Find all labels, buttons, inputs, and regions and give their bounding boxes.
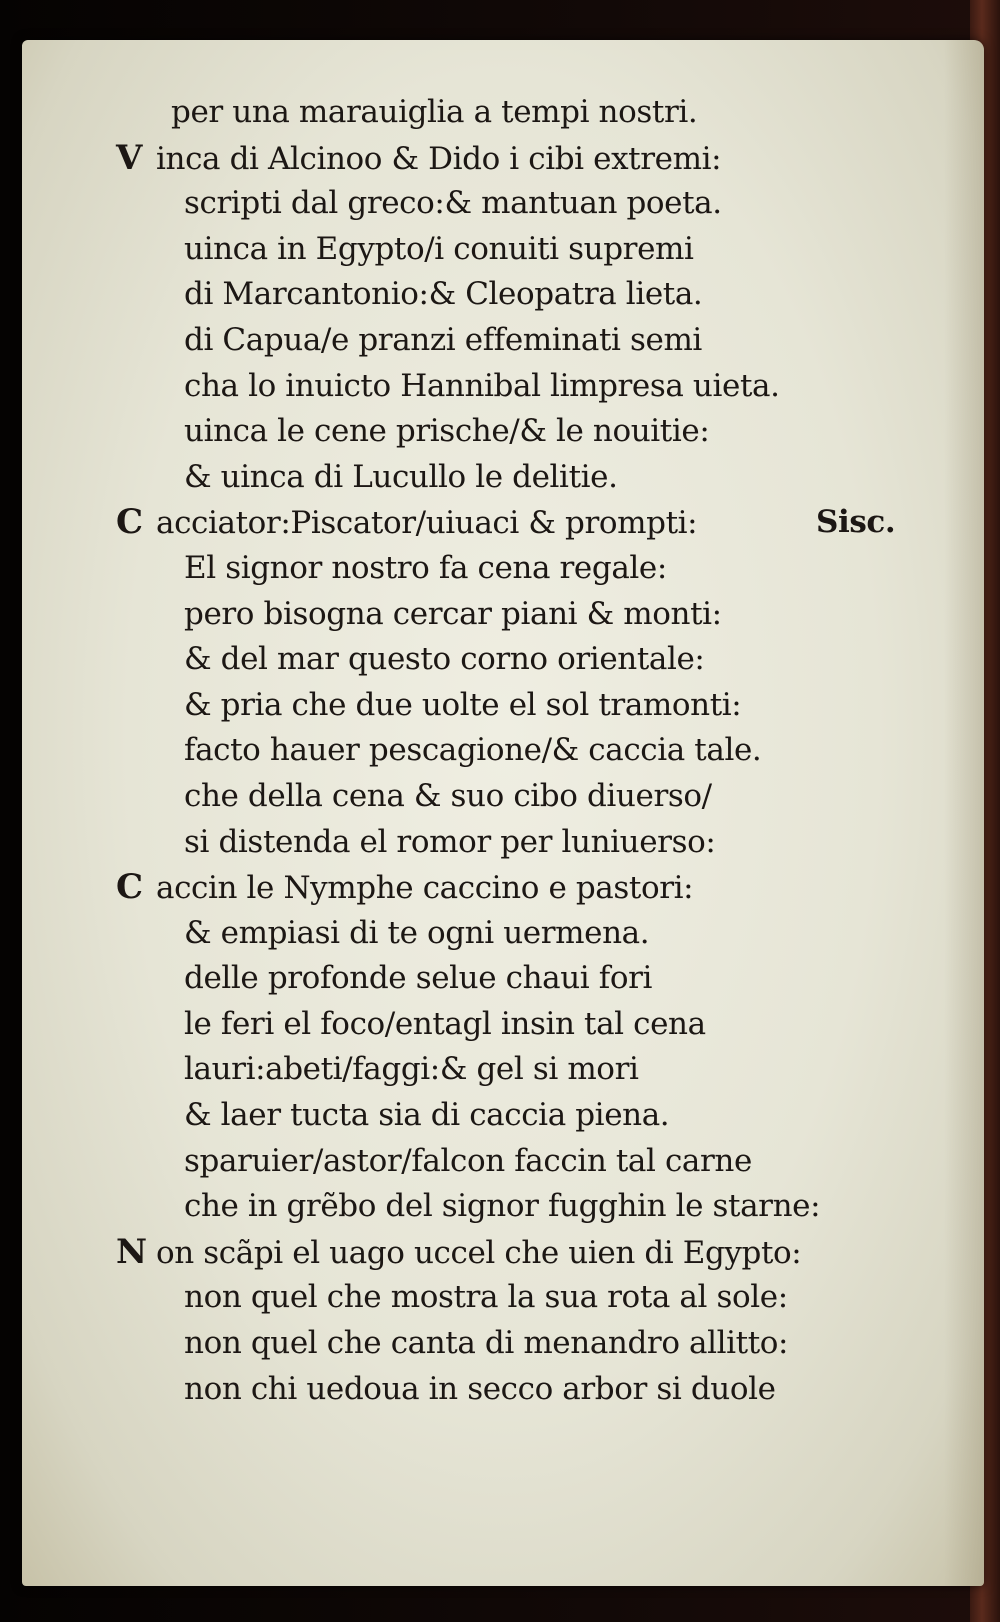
verse-line-text: facto hauer pescagione/& caccia tale.	[184, 732, 762, 769]
verse-line	[116, 136, 916, 182]
verse-line	[116, 1321, 916, 1367]
verse-line	[116, 1047, 916, 1093]
verse-line-text: uinca le cene prische/& le nouitie:	[184, 413, 710, 450]
verse-line-text: le feri el foco/entagl insin tal cena	[184, 1005, 706, 1042]
verse-line-text: delle profonde selue chaui fori	[184, 960, 653, 997]
verse-line-text: & del mar questo corno orientale:	[184, 641, 705, 678]
stanza-initial: C	[116, 867, 143, 908]
verse-line	[116, 728, 916, 774]
verse-line	[116, 318, 916, 364]
verse-line	[116, 409, 916, 455]
verse-line	[116, 865, 916, 911]
verse-line	[116, 774, 916, 820]
verse-line-text: & empiasi di te ogni uermena.	[184, 914, 650, 951]
verse-line-text: acciator:Piscator/uiuaci & prompti:	[156, 505, 698, 542]
speaker-label: Sisc.	[816, 504, 896, 541]
verse-line-text: & laer tucta sia di caccia piena.	[184, 1097, 670, 1134]
verse-line-text: di Marcantonio:& Cleopatra lieta.	[184, 276, 703, 313]
verse-line-text: inca di Alcinoo & Dido i cibi extremi:	[156, 140, 722, 177]
verse-line-text: lauri:abeti/faggi:& gel si mori	[184, 1051, 639, 1088]
verse-line	[116, 1002, 916, 1048]
verse-line	[116, 546, 916, 592]
verse-line	[116, 956, 916, 1002]
verse-line-text: accin le Nymphe caccino e pastori:	[156, 870, 694, 907]
verse-line	[116, 592, 916, 638]
verse-line-text: che in grẽbo del signor fugghin le starne:	[184, 1188, 821, 1225]
verse-line-text: di Capua/e pranzi effeminati semi	[184, 321, 702, 358]
verse-line	[116, 1093, 916, 1139]
verse-line-text: cha lo inuicto Hannibal limpresa uieta.	[184, 367, 780, 404]
verse-line-text: on scãpi el uago uccel che uien di Egypto:	[156, 1234, 802, 1271]
verse-line	[116, 1367, 916, 1413]
verse-line	[116, 683, 916, 729]
verse-line	[116, 90, 916, 136]
book-page	[22, 40, 984, 1586]
verse-line	[116, 364, 916, 410]
stanza-initial: N	[116, 1231, 147, 1272]
verse-line-text: non quel che canta di menandro allitto:	[184, 1325, 789, 1362]
verse-line-text: & uinca di Lucullo le delitie.	[184, 458, 618, 495]
stanza-initial: V	[116, 137, 142, 178]
stanza-initial: C	[116, 502, 143, 543]
verse-line	[116, 1184, 916, 1230]
verse-line	[116, 455, 916, 501]
verse-line-text: per una marauiglia a tempi nostri.	[171, 94, 698, 130]
verse-line	[116, 1139, 916, 1185]
verse-line	[116, 820, 916, 866]
verse-line	[116, 500, 916, 546]
verse-line-text: non chi uedoua in secco arbor si duole	[184, 1370, 776, 1407]
verse-line-text: El signor nostro fa cena regale:	[184, 549, 667, 586]
verse-line-text: pero bisogna cercar piani & monti:	[184, 595, 722, 632]
verse-text-block	[116, 90, 916, 1412]
verse-line-text: uinca in Egypto/i conuiti supremi	[184, 230, 694, 267]
verse-line-text: non quel che mostra la sua rota al sole:	[184, 1279, 788, 1316]
verse-line	[116, 181, 916, 227]
verse-line	[116, 911, 916, 957]
verse-line	[116, 1230, 916, 1276]
verse-line-text: che della cena & suo cibo diuerso/	[184, 777, 712, 814]
verse-line-text: scripti dal greco:& mantuan poeta.	[184, 185, 722, 222]
verse-line	[116, 272, 916, 318]
verse-line	[116, 637, 916, 683]
verse-line	[116, 227, 916, 273]
verse-line-text: & pria che due uolte el sol tramonti:	[184, 686, 742, 723]
verse-line-text: si distenda el romor per luniuerso:	[184, 823, 716, 860]
verse-line-text: sparuier/astor/falcon faccin tal carne	[184, 1142, 752, 1179]
verse-line	[116, 1275, 916, 1321]
